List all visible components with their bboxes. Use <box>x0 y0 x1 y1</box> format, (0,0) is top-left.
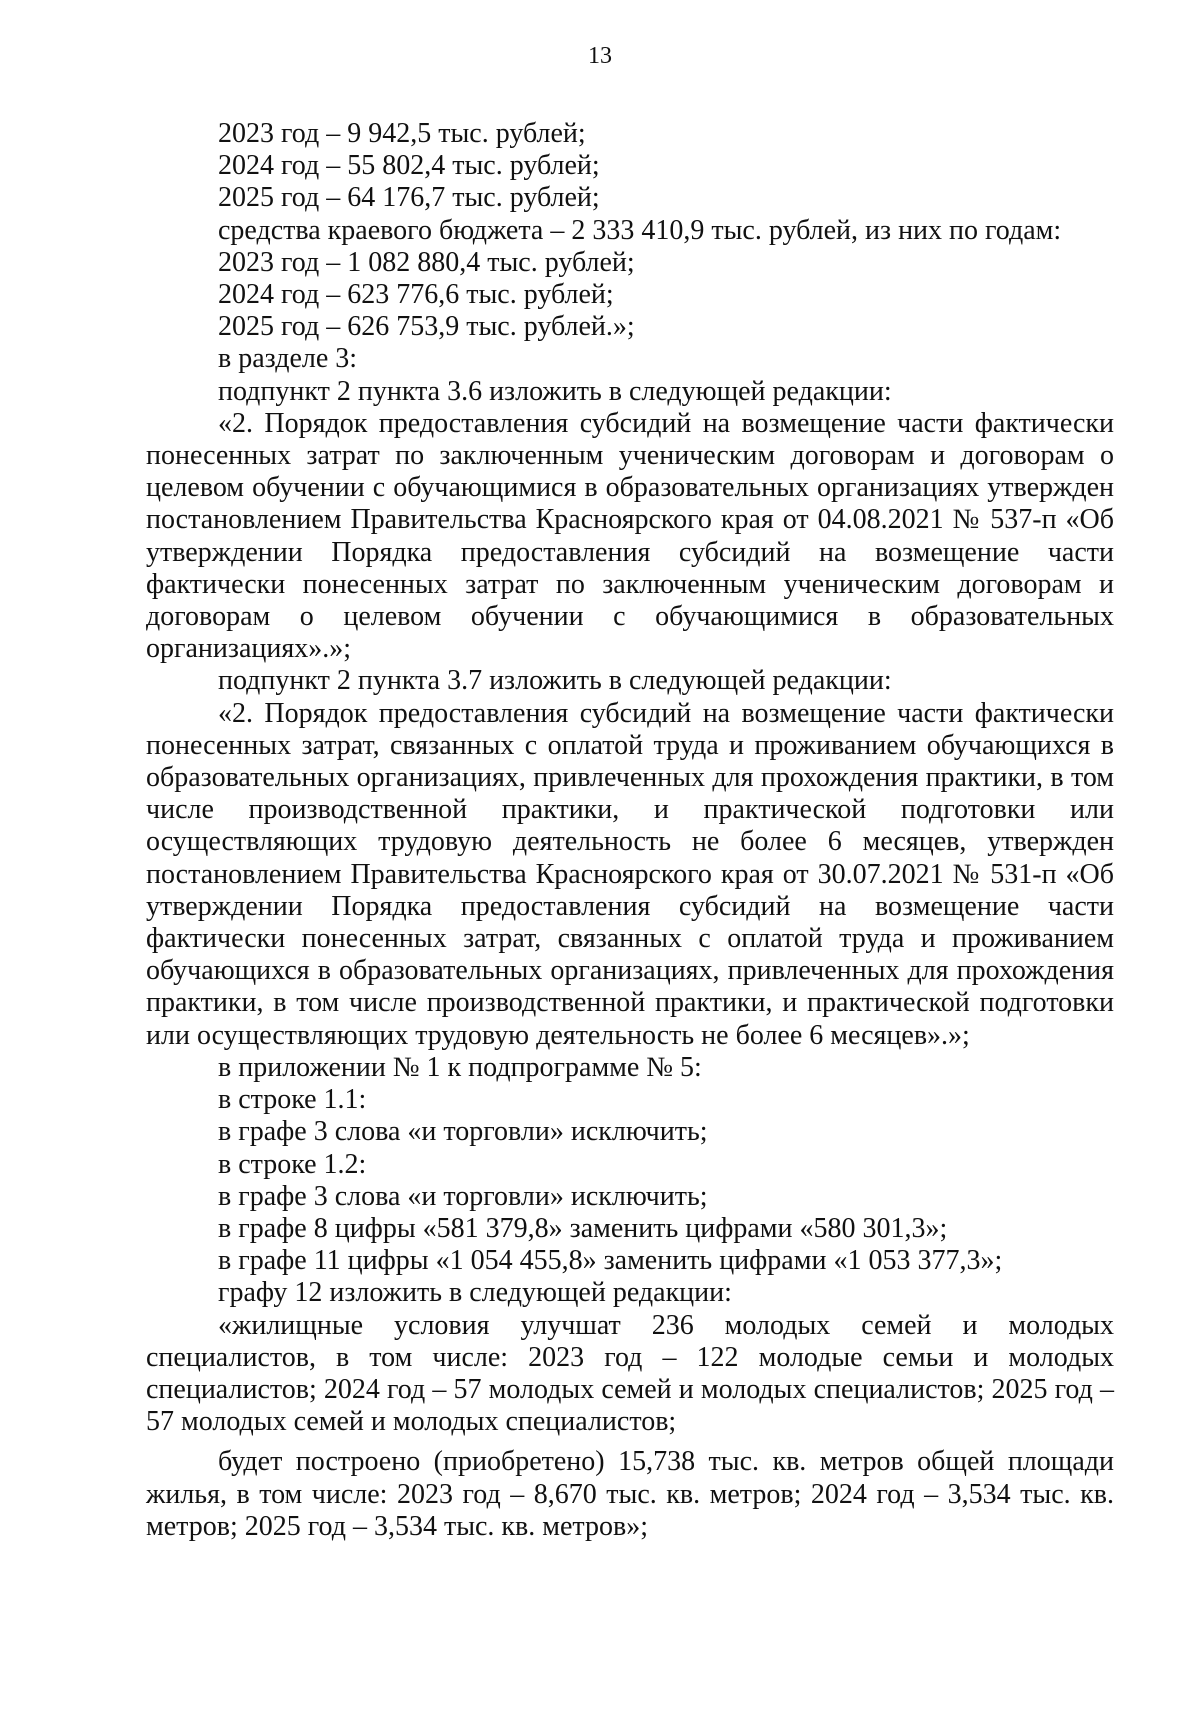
text-line: средства краевого бюджета – 2 333 410,9 тыс. рублей, из них по годам: <box>218 214 1062 246</box>
document-body <box>146 118 1114 1543</box>
page-number: 13 <box>588 43 612 69</box>
text-line: в графе 11 цифры «1 054 455,8» заменить цифрами «1 053 377,3»; <box>218 1245 1003 1277</box>
text-line: 2025 год – 64 176,7 тыс. рублей; <box>218 182 600 214</box>
text-line: подпункт 2 пункта 3.7 изложить в следующей редакции: <box>218 665 892 697</box>
text-line: в строке 1.2: <box>218 1148 367 1180</box>
text-line: в графе 3 слова «и торговли» исключить; <box>218 1116 708 1148</box>
paragraph: будет построено (приобретено) 15,738 тыс. кв. метров общей площади жилья, в том числе: 2023 год – 8,670 тыс. кв. метров; 2024 год – 3,534 тыс. кв. метров; 2025 год – 3,534 тыс. кв. метров»; <box>146 1446 1114 1542</box>
text-line: в приложении № 1 к подпрограмме № 5: <box>218 1051 702 1083</box>
text-line: 2023 год – 1 082 880,4 тыс. рублей; <box>218 246 635 278</box>
text-line: 2024 год – 623 776,6 тыс. рублей; <box>218 279 614 311</box>
quoted-paragraph: «2. Порядок предоставления субсидий на возмещение части фактически понесенных затрат по заключенным ученическим договорам и договорам о целевом обучении с обучающимися в образовательных организациях утвержден постановлением Правительства Красноярского края от 04.08.2021 № 537-п «Об утверждении Порядка предоставления субсидий на возмещение части фактически понесенных затрат по заключенным ученическим договорам и договорам о целевом обучении с обучающимися в образовательных организациях».»; <box>146 407 1114 665</box>
text-line: в строке 1.1: <box>218 1084 367 1116</box>
text-line: подпункт 2 пункта 3.6 изложить в следующей редакции: <box>218 375 892 407</box>
text-line: графу 12 изложить в следующей редакции: <box>218 1277 732 1309</box>
text-line: 2025 год – 626 753,9 тыс. рублей.»; <box>218 311 635 343</box>
text-line: в графе 8 цифры «581 379,8» заменить цифрами «580 301,3»; <box>218 1212 948 1244</box>
text-line: в графе 3 слова «и торговли» исключить; <box>218 1180 708 1212</box>
text-line: 2023 год – 9 942,5 тыс. рублей; <box>218 118 586 149</box>
text-line: в разделе 3: <box>218 343 358 375</box>
quoted-paragraph: «жилищные условия улучшат 236 молодых семей и молодых специалистов, в том числе: 2023 год – 122 молодые семьи и молодых специалистов; 2024 год – 57 молодых семей и молодых специалистов; 2025 год – 57 молодых семей и молодых специалистов; <box>146 1309 1114 1438</box>
quoted-paragraph: «2. Порядок предоставления субсидий на возмещение части фактически понесенных затрат, связанных с оплатой труда и проживанием обучающихся в образовательных организациях, привлеченных для прохождения практики, в том числе производственной практики, и практической подготовки или осуществляющих трудовую деятельность не более 6 месяцев, утвержден постановлением Правительства Красноярского края от 30.07.2021 № 531-п «Об утверждении Порядка предоставления субсидий на возмещение части фактически понесенных затрат, связанных с оплатой труда и проживанием обучающихся в образовательных организациях, привлеченных для прохождения практики, в том числе производственной практики, и практической подготовки или осуществляющих трудовую деятельность не более 6 месяцев».»; <box>146 697 1114 1051</box>
text-line: 2024 год – 55 802,4 тыс. рублей; <box>218 150 600 182</box>
